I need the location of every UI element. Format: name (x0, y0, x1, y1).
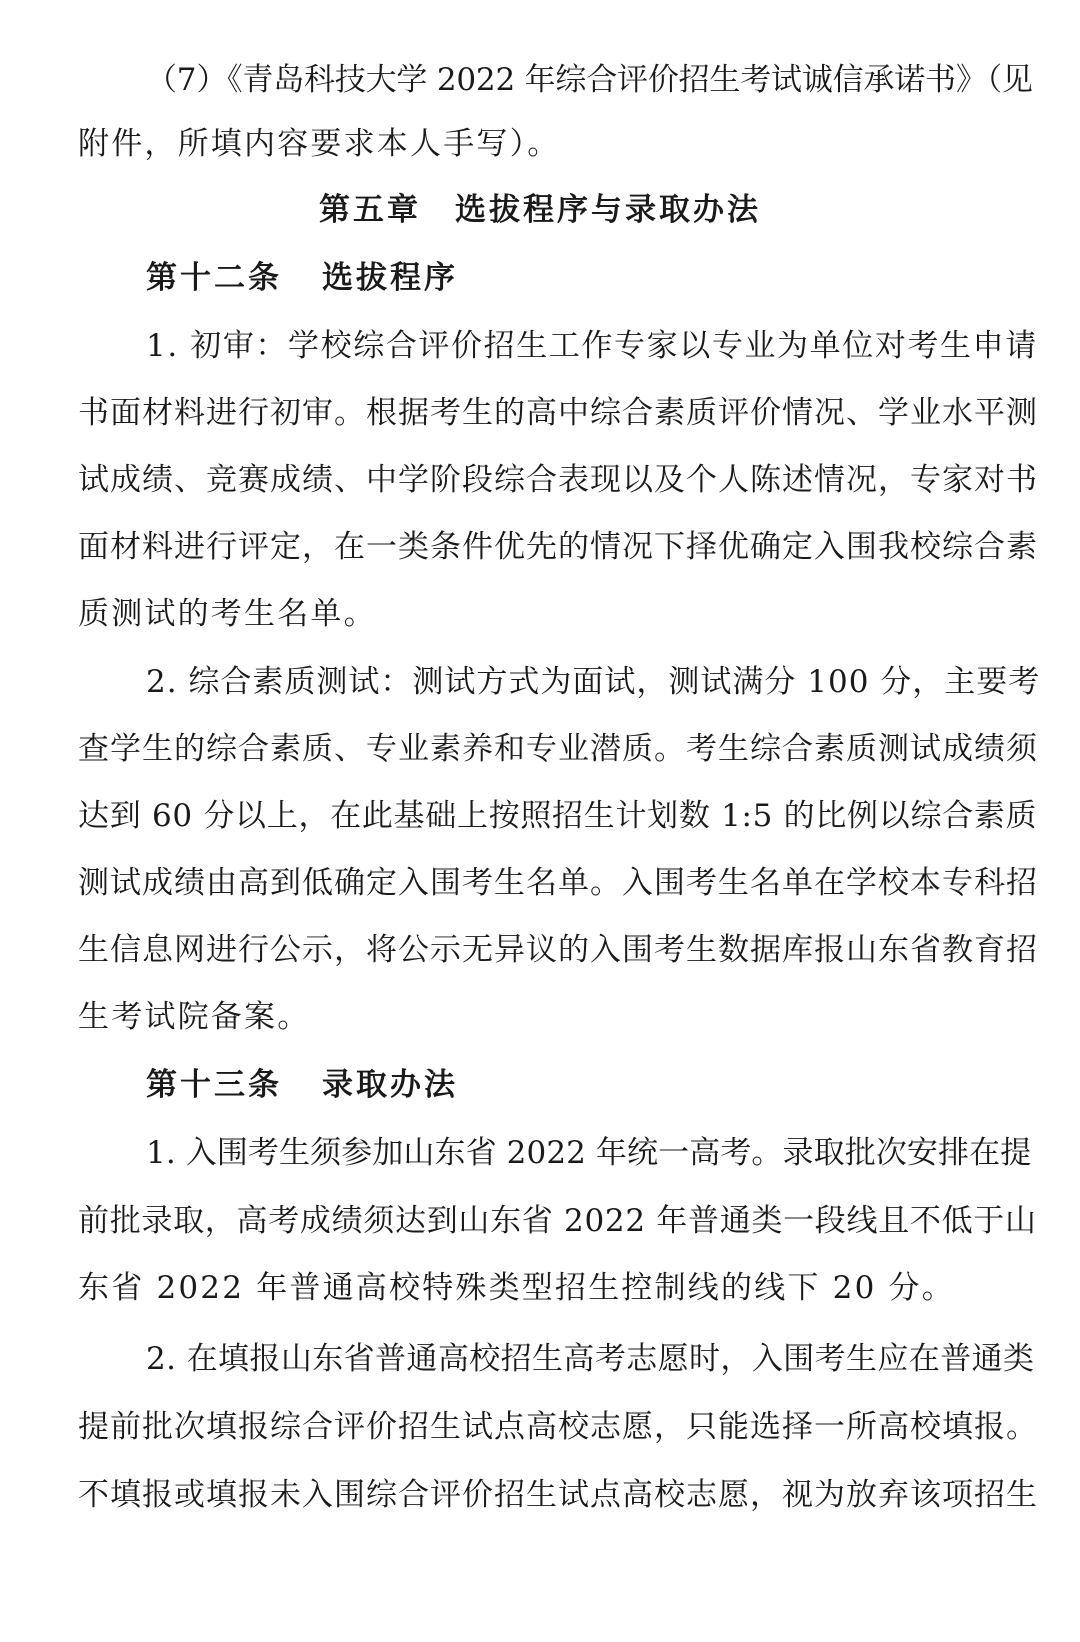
art12-item2-line-6: 生考试院备案。 (78, 999, 311, 1035)
art12-item2-line-4: 测试成绩由高到低确定入围考生名单。入围考生名单在学校本专科招 (78, 865, 1038, 901)
art12-item2-line-5: 生信息网进行公示，将公示无异议的入围考生数据库报山东省教育招 (78, 932, 1038, 968)
art13-item1-line-2: 前批录取，高考成绩须达到山东省 2022 年普通类一段线且不低于山 (78, 1203, 1037, 1239)
chapter-title: 第五章 选拔程序与录取办法 (319, 192, 761, 228)
article-13-heading (146, 1063, 458, 1107)
article-12-heading (146, 256, 458, 300)
art12-item1-line-2: 书面材料进行初审。根据考生的高中综合素质评价情况、学业水平测 (78, 395, 1038, 431)
para-7-line-1: （7）《青岛科技大学 2022 年综合评价招生考试诚信承诺书》（见 (146, 62, 1033, 98)
art12-item1-line-3: 试成绩、竞赛成绩、中学阶段综合表现以及个人陈述情况，专家对书 (78, 462, 1038, 498)
para-7-line-2: 附件，所填内容要求本人手写）。 (78, 126, 561, 162)
article-12-title: 选拔程序 (322, 260, 458, 296)
article-12-number: 第十二条 (146, 260, 282, 296)
art13-item2-line-2: 提前批次填报综合评价招生试点高校志愿，只能选择一所高校填报。 (78, 1409, 1038, 1445)
art12-item2-line-2: 查学生的综合素质、专业素养和专业潜质。考生综合素质测试成绩须 (78, 731, 1038, 767)
art12-item1-line-5: 质测试的考生名单。 (78, 596, 377, 632)
art13-item2-line-3: 不填报或填报未入围综合评价招生试点高校志愿，视为放弃该项招生 (78, 1477, 1038, 1513)
article-13-number: 第十三条 (146, 1067, 282, 1103)
art12-item2-line-3: 达到 60 分以上，在此基础上按照招生计划数 1:5 的比例以综合素质 (78, 798, 1038, 834)
art12-item1-line-1: 1. 初审：学校综合评价招生工作专家以专业为单位对考生申请 (146, 328, 1038, 364)
art12-item2-line-1: 2. 综合素质测试：测试方式为面试，测试满分 100 分，主要考 (146, 664, 1041, 700)
art13-item1-line-3: 东省 2022 年普通高校特殊类型招生控制线的线下 20 分。 (78, 1270, 955, 1306)
art13-item2-line-1: 2. 在填报山东省普通高校招生高考志愿时，入围考生应在普通类 (146, 1341, 1035, 1377)
art12-item1-line-4: 面材料进行评定，在一类条件优先的情况下择优确定入围我校综合素 (78, 529, 1038, 565)
art13-item1-line-1: 1. 入围考生须参加山东省 2022 年统一高考。录取批次安排在提 (146, 1135, 1032, 1171)
article-13-title: 录取办法 (322, 1067, 458, 1103)
